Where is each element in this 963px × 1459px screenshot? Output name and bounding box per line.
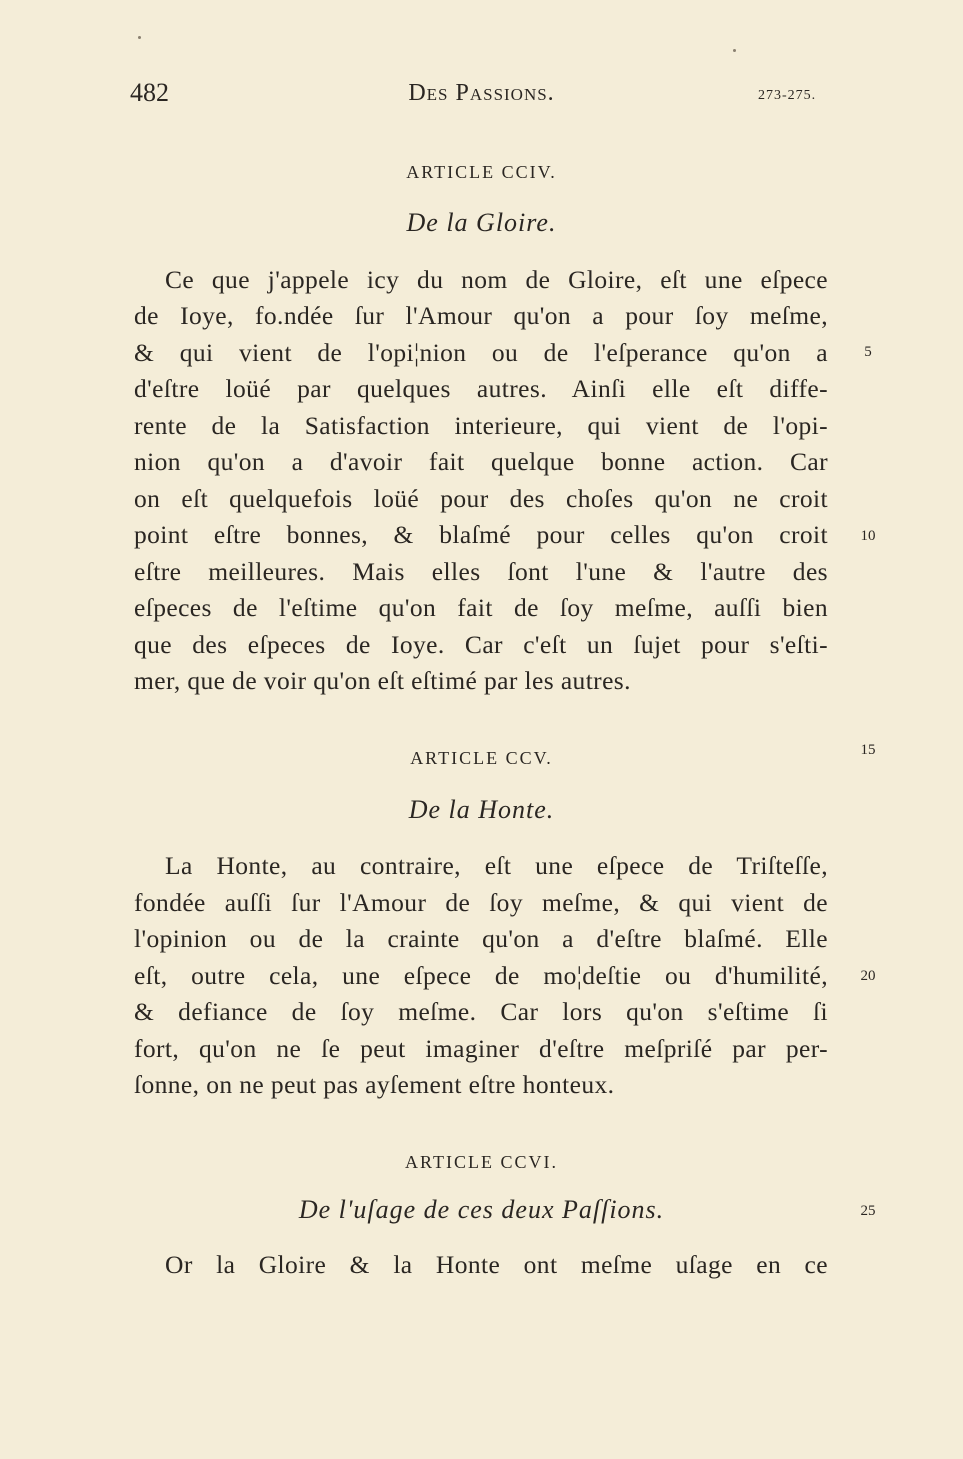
paper-speck [138, 36, 141, 39]
text-line: Or la Gloire & la Honte ont meſme uſage en ce [165, 1250, 828, 1279]
text-line: point eſtre bonnes, & blaſmé pour celles qu'on croit [134, 520, 828, 549]
text-line: eſpeces de l'eſtime qu'on fait de ſoy meſme, auſſi bien [134, 593, 828, 622]
article-title: De la Honte. [408, 795, 555, 824]
article-title: De la Gloire. [406, 208, 557, 237]
line-number: 10 [860, 528, 876, 544]
text-line: & qui vient de l'opi¦nion ou de l'eſperance qu'on a [134, 338, 828, 367]
text-line: La Honte, au contraire, eſt une eſpece de Triſteſſe, [165, 851, 828, 880]
paper-speck [733, 49, 736, 52]
text-line: l'opinion ou de la crainte qu'on a d'eſtre blaſmé. Elle [134, 924, 828, 953]
page-number: 482 [130, 78, 169, 107]
line-number: 15 [860, 742, 876, 758]
article-title: De l'uſage de ces deux Paſſions. [298, 1195, 665, 1224]
text-line: on eſt quelquefois loüé pour des choſes qu'on ne croit [134, 484, 828, 513]
text-line: eſtre meilleures. Mais elles ſont l'une & l'autre des [134, 557, 828, 586]
text-line: eſt, outre cela, une eſpece de mo¦deſtie ou d'humilité, [134, 961, 828, 990]
text-line: ſonne, on ne peut pas ayſement eſtre honteux. [134, 1070, 615, 1099]
section-range: 273-275. [758, 88, 817, 103]
line-number: 5 [864, 344, 872, 360]
text-line: que des eſpeces de Ioye. Car c'eſt un ſujet pour s'eſti- [134, 630, 828, 659]
article-heading: ARTICLE CCIV. [406, 162, 557, 182]
text-line: rente de la Satisfaction interieure, qui vient de l'opi- [134, 411, 828, 440]
text-line: nion qu'on a d'avoir fait quelque bonne action. Car [134, 447, 828, 476]
text-line: & defiance de ſoy meſme. Car lors qu'on s'eſtime ſi [134, 997, 828, 1026]
text-line: de Ioye, fo.ndée ſur l'Amour qu'on a pour ſoy meſme, [134, 301, 828, 330]
text-line: fondée auſſi ſur l'Amour de ſoy meſme, & qui vient de [134, 888, 828, 917]
line-number: 25 [860, 1203, 876, 1219]
line-number: 20 [860, 968, 876, 984]
running-title: Des Passions. [408, 80, 555, 106]
text-line: fort, qu'on ne ſe peut imaginer d'eſtre meſpriſé par per- [134, 1034, 828, 1063]
text-line: mer, que de voir qu'on eſt eſtimé par les autres. [134, 666, 631, 695]
article-heading: ARTICLE CCVI. [405, 1152, 558, 1172]
text-line: d'eſtre loüé par quelques autres. Ainſi elle eſt diffe- [134, 374, 828, 403]
text-line: Ce que j'appele icy du nom de Gloire, eſt une eſpece [165, 265, 828, 294]
article-heading: ARTICLE CCV. [410, 748, 553, 768]
